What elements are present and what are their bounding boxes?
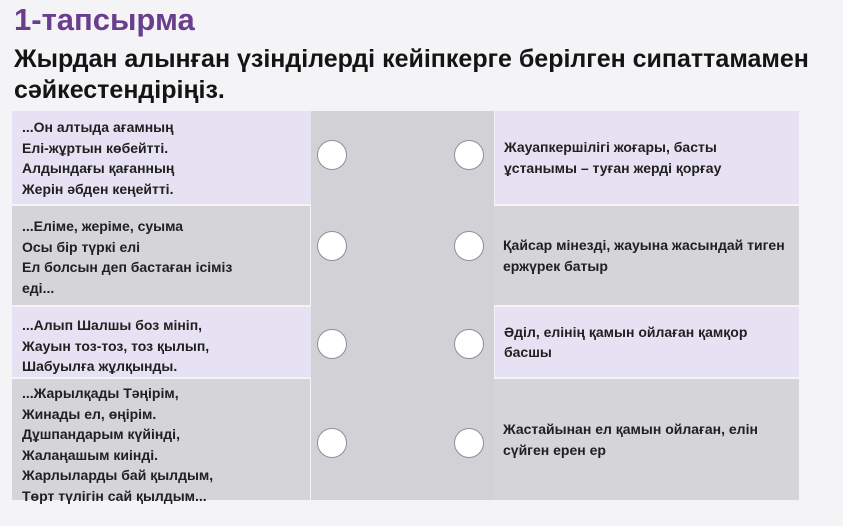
description-cell-4 xyxy=(494,379,799,500)
descriptions-column xyxy=(494,111,799,500)
match-point-right-3[interactable] xyxy=(454,329,484,359)
description-cell-1 xyxy=(494,111,799,206)
match-point-right-2[interactable] xyxy=(454,231,484,261)
quote-cell-4: ...Жарылқады Тәңірім, Жинады ел, өңірім. Дұшпандарым күйінді, Жалаңашым киінді. Жарлыларды бай қылдым, Төрт түлігін сай қылдым... xyxy=(12,379,311,500)
task-title: 1-тапсырма xyxy=(14,2,195,37)
description-text-4: Жастайынан ел қамын ойлаған, елін сүйген ерен ер xyxy=(503,421,758,458)
match-point-left-2[interactable] xyxy=(317,231,347,261)
match-point-left-4[interactable] xyxy=(317,428,347,458)
description-cell-3 xyxy=(494,307,799,379)
quote-cell-2: ...Еліме, жеріме, суыма Осы бір түркі елі Ел болсын деп бастаған ісіміз еді... xyxy=(12,206,311,307)
description-text-3: Әділ, елінің қамын ойлаған қамқор басшы xyxy=(504,323,748,360)
description-text-1: Жауапкершілігі жоғары, басты ұстанымы – туған жерді қорғау xyxy=(504,139,722,176)
match-point-left-3[interactable] xyxy=(317,329,347,359)
match-point-right-1[interactable] xyxy=(454,140,484,170)
match-point-right-4[interactable] xyxy=(454,428,484,458)
quotes-column xyxy=(12,111,311,504)
task-instruction: Жырдан алынған үзінділерді кейіпкерге берілген сипаттамамен сәйкестендіріңіз. xyxy=(14,45,809,104)
matching-table xyxy=(12,111,799,504)
description-text-2: Қайсар мінезді, жауына жасындай тиген ержүрек батыр xyxy=(503,237,785,274)
match-point-left-1[interactable] xyxy=(317,140,347,170)
quote-cell-1: ...Он алтыда ағамның Елі-жұртын көбейтті. Алдындағы қағанның Жерін әбден кеңейтті. xyxy=(12,111,311,206)
description-cell-2 xyxy=(494,206,799,307)
quote-cell-3: ...Алып Шалшы боз мініп, Жауын тоз-тоз, тоз қылып, Шабуылға жұлқынды. xyxy=(12,307,311,379)
